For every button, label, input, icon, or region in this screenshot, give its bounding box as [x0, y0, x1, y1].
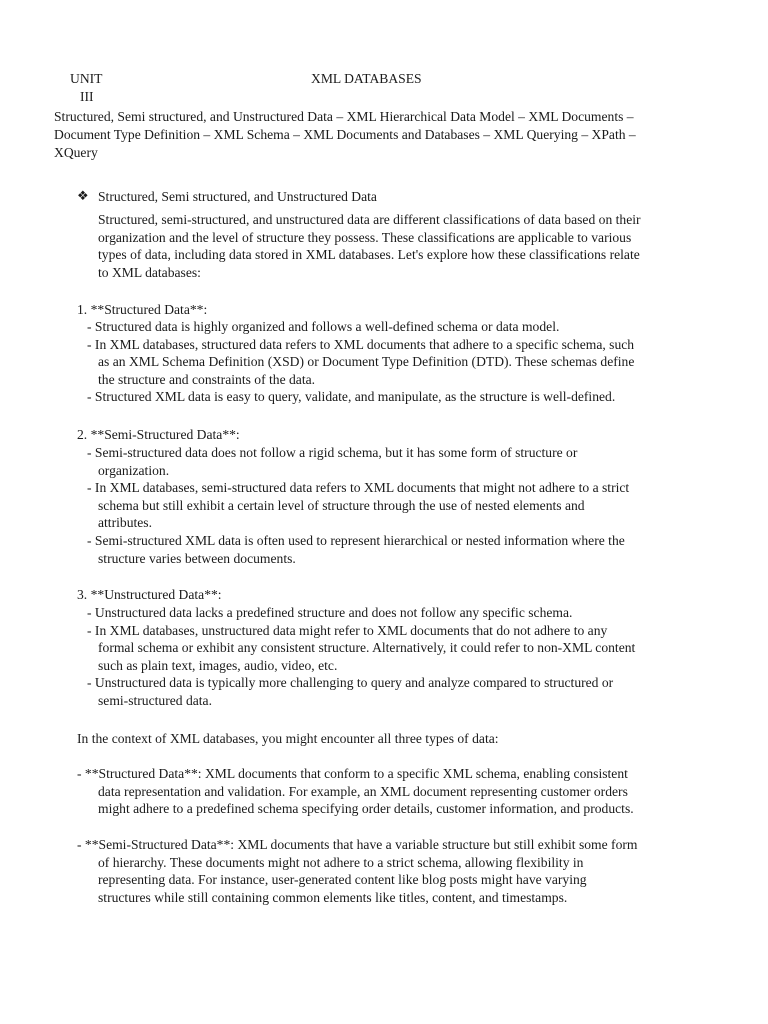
syllabus-line: XQuery: [54, 145, 98, 160]
list-item: - In XML databases, structured data refers to XML documents that adhere to a specific schema, such: [87, 336, 635, 352]
context-line: In the context of XML databases, you might encounter all three types of data:: [77, 731, 499, 746]
item-title-unstructured: 3. **Unstructured Data**:: [77, 587, 222, 602]
list-item-cont: as an XML Schema Definition (XSD) or Document Type Definition (DTD). These schemas define: [98, 354, 635, 370]
intro-line: to XML databases:: [98, 264, 201, 280]
list-item-cont: schema but still exhibit a certain level of structure through the use of nested elements and: [98, 497, 585, 513]
item-structured-points: [87, 318, 707, 406]
list-item-cont: formal schema or exhibit any consistent structure. Alternatively, it could refer to non-XML content: [98, 640, 636, 656]
item-title-structured: 1. **Structured Data**:: [77, 302, 208, 317]
summary-semi-structured: [77, 836, 707, 906]
list-item: - Structured data is highly organized and follows a well-defined schema or data model.: [87, 319, 560, 334]
syllabus: [54, 108, 702, 162]
unit-label: UNIT: [70, 71, 103, 86]
item-title-semi-structured: 2. **Semi-Structured Data**:: [77, 427, 240, 442]
intro-line: organization and the level of structure they possess. These classifications are applicable to various: [98, 229, 632, 245]
list-item: - Structured XML data is easy to query, validate, and manipulate, as the structure is well-defined.: [87, 389, 616, 405]
list-item-cont: structure varies between documents.: [98, 550, 296, 566]
list-item: - In XML databases, unstructured data might refer to XML documents that do not adhere to any: [87, 622, 608, 638]
list-item: - Semi-structured data does not follow a rigid schema, but it has some form of structure or: [87, 445, 578, 460]
summary-line-cont: structures while still containing common elements like titles, content, and timestamps.: [98, 889, 568, 905]
list-item-cont: semi-structured data.: [98, 692, 212, 708]
syllabus-line: Structured, Semi structured, and Unstructured Data – XML Hierarchical Data Model – XML Documents –: [54, 109, 634, 124]
summary-line: - **Semi-Structured Data**: XML documents that have a variable structure but still exhibit some form: [77, 837, 638, 852]
summary-line: - **Structured Data**: XML documents that conform to a specific XML schema, enabling consistent: [77, 766, 628, 781]
list-item-cont: organization.: [98, 462, 170, 478]
summary-line-cont: might adhere to a predefined schema specifying order details, customer information, and products.: [98, 801, 634, 817]
list-item-cont: the structure and constraints of the data.: [98, 371, 316, 387]
intro-line: types of data, including data stored in XML databases. Let's explore how these classifications relate: [98, 247, 640, 263]
list-item: - Semi-structured XML data is often used to represent hierarchical or nested information where the: [87, 532, 625, 548]
item-unstructured-points: [87, 604, 707, 710]
page-title: XML DATABASES: [311, 71, 422, 86]
unit-number: III: [80, 89, 94, 104]
summary-line-cont: data representation and validation. For example, an XML document representing customer orders: [98, 783, 628, 799]
diamond-bullet-icon: ❖: [77, 189, 89, 204]
list-item: - Unstructured data lacks a predefined structure and does not follow any specific schema.: [87, 605, 573, 620]
list-item: - Unstructured data is typically more challenging to query and analyze compared to structured or: [87, 675, 614, 691]
syllabus-line: Document Type Definition – XML Schema – XML Documents and Databases – XML Querying – XPath –: [54, 127, 636, 142]
section-heading: Structured, Semi structured, and Unstructured Data: [98, 189, 377, 204]
intro-line: Structured, semi-structured, and unstructured data are different classifications of data based on their: [98, 212, 641, 227]
summary-structured: [77, 765, 707, 818]
list-item: - In XML databases, semi-structured data refers to XML documents that might not adhere to a strict: [87, 480, 630, 496]
summary-line-cont: of hierarchy. These documents might not adhere to a strict schema, allowing flexibility in: [98, 854, 584, 870]
section-intro: [98, 211, 702, 281]
summary-line-cont: representing data. For instance, user-generated content like blog posts might have varying: [98, 872, 587, 888]
item-semi-structured-points: [87, 444, 707, 567]
list-item-cont: such as plain text, images, audio, video, etc.: [98, 657, 338, 673]
list-item-cont: attributes.: [98, 515, 152, 531]
